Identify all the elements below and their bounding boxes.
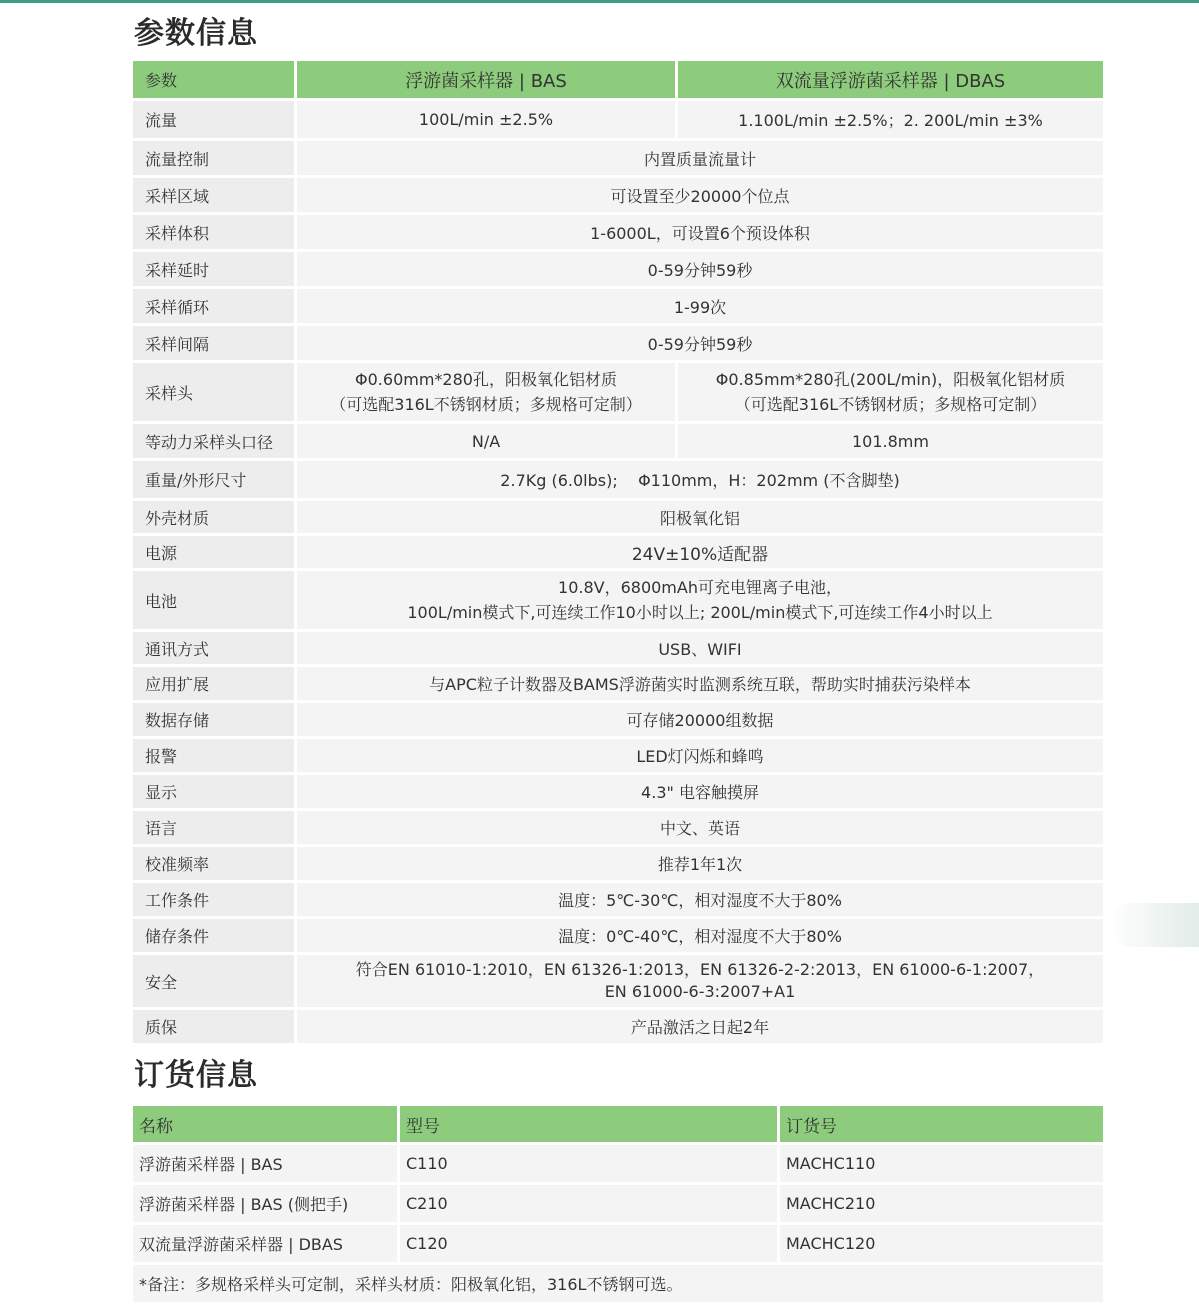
- spec-value-bas: 100L/min ±2.5%: [297, 101, 675, 138]
- spec-row-extension: [133, 667, 1103, 700]
- spec-table: [130, 58, 1106, 1046]
- spec-value: 可存储20000组数据: [297, 703, 1103, 736]
- spec-value: 4.3" 电容触摸屏: [297, 775, 1103, 808]
- spec-value: USB、WIFI: [297, 632, 1103, 664]
- spec-row-safety: [133, 955, 1103, 1007]
- spec-header-dbas: 双流量浮游菌采样器 | DBAS: [678, 61, 1103, 98]
- spec-value: 2.7Kg (6.0lbs); Φ110mm，H：202mm (不含脚垫): [297, 461, 1103, 498]
- spec-value: [297, 955, 1103, 1007]
- order-number: MACHC120: [780, 1225, 1103, 1262]
- spec-value: 温度：5℃-30℃，相对湿度不大于80%: [297, 883, 1103, 916]
- spec-label: 等动力采样头口径: [133, 424, 294, 458]
- spec-label: 采样头: [133, 363, 294, 421]
- spec-label: 电池: [133, 571, 294, 629]
- spec-row-flow-control: [133, 141, 1103, 175]
- order-header-row: [133, 1106, 1103, 1142]
- spec-row-housing: [133, 501, 1103, 533]
- spec-label: 通讯方式: [133, 632, 294, 664]
- spec-value: LED灯闪烁和蜂鸣: [297, 739, 1103, 772]
- spec-value: 阳极氧化铝: [297, 501, 1103, 533]
- spec-label: 显示: [133, 775, 294, 808]
- spec-value: 0-59分钟59秒: [297, 326, 1103, 360]
- spec-label: 重量/外形尺寸: [133, 461, 294, 498]
- spec-line: （可选配316L不锈钢材质；多规格可定制）: [734, 395, 1047, 414]
- spec-label: 报警: [133, 739, 294, 772]
- spec-row-sampling-delay: [133, 252, 1103, 286]
- spec-label: 流量: [133, 101, 294, 138]
- spec-row-display: [133, 775, 1103, 808]
- order-model: C210: [400, 1185, 777, 1222]
- top-accent-rule: [0, 0, 1199, 3]
- spec-value: 1-6000L，可设置6个预设体积: [297, 215, 1103, 249]
- order-name: 浮游菌采样器 | BAS (侧把手): [133, 1185, 397, 1222]
- spec-row-warranty: [133, 1010, 1103, 1043]
- spec-value: 可设置至少20000个位点: [297, 178, 1103, 212]
- spec-value: 1-99次: [297, 289, 1103, 323]
- spec-row-sampling-head: [133, 363, 1103, 421]
- section-title-order: 订货信息: [134, 1058, 258, 1093]
- spec-line: Φ0.85mm*280孔(200L/min)，阳极氧化铝材质: [715, 370, 1066, 389]
- spec-value-dbas: 101.8mm: [678, 424, 1103, 458]
- order-header-model: 型号: [400, 1106, 777, 1142]
- spec-value-dbas: [678, 363, 1103, 421]
- spec-row-sampling-area: [133, 178, 1103, 212]
- spec-label: 采样循环: [133, 289, 294, 323]
- spec-label: 采样延时: [133, 252, 294, 286]
- spec-line: EN 61000-6-3:2007+A1: [604, 982, 796, 1001]
- order-number: MACHC110: [780, 1145, 1103, 1182]
- spec-row-storage: [133, 703, 1103, 736]
- spec-label: 采样区域: [133, 178, 294, 212]
- spec-value: 内置质量流量计: [297, 141, 1103, 175]
- spec-label: 校准频率: [133, 847, 294, 880]
- spec-label: 采样体积: [133, 215, 294, 249]
- spec-row-flow: [133, 101, 1103, 138]
- spec-label: 工作条件: [133, 883, 294, 916]
- spec-label: 储存条件: [133, 919, 294, 952]
- section-title-params: 参数信息: [134, 16, 258, 51]
- order-name: 双流量浮游菌采样器 | DBAS: [133, 1225, 397, 1262]
- order-row: [133, 1145, 1103, 1182]
- spec-label: 应用扩展: [133, 667, 294, 700]
- order-name: 浮游菌采样器 | BAS: [133, 1145, 397, 1182]
- spec-row-calibration: [133, 847, 1103, 880]
- spec-label: 外壳材质: [133, 501, 294, 533]
- spec-value: 产品激活之日起2年: [297, 1010, 1103, 1043]
- order-header-order-no: 订货号: [780, 1106, 1103, 1142]
- order-table: [130, 1103, 1106, 1305]
- spec-value: 推荐1年1次: [297, 847, 1103, 880]
- spec-line: 符合EN 61010-1:2010，EN 61326-1:2013，EN 61326-2-2:2013，EN 61000-6-1:2007，: [355, 960, 1045, 979]
- spec-row-battery: [133, 571, 1103, 629]
- spec-row-power: [133, 536, 1103, 568]
- spec-label: 采样间隔: [133, 326, 294, 360]
- order-number: MACHC210: [780, 1185, 1103, 1222]
- spec-row-weight-size: [133, 461, 1103, 498]
- spec-row-sampling-interval: [133, 326, 1103, 360]
- spec-header-param: 参数: [133, 61, 294, 98]
- spec-line: 10.8V，6800mAh可充电锂离子电池，: [558, 578, 842, 597]
- spec-value-bas: [297, 363, 675, 421]
- spec-line: Φ0.60mm*280孔，阳极氧化铝材质: [355, 370, 617, 389]
- spec-label: 安全: [133, 955, 294, 1007]
- order-model: C110: [400, 1145, 777, 1182]
- order-header-name: 名称: [133, 1106, 397, 1142]
- spec-label: 流量控制: [133, 141, 294, 175]
- spec-line: 100L/min模式下,可连续工作10小时以上; 200L/min模式下,可连续工作4小时以上: [407, 603, 993, 622]
- spec-header-row: [133, 61, 1103, 98]
- spec-label: 质保: [133, 1010, 294, 1043]
- spec-value-dbas: 1.100L/min ±2.5%；2. 200L/min ±3%: [678, 101, 1103, 138]
- spec-row-sampling-volume: [133, 215, 1103, 249]
- spec-label: 数据存储: [133, 703, 294, 736]
- spec-value: 温度：0℃-40℃，相对湿度不大于80%: [297, 919, 1103, 952]
- order-model: C120: [400, 1225, 777, 1262]
- spec-value: 中文、英语: [297, 811, 1103, 844]
- decorative-swoosh: [1109, 903, 1199, 947]
- spec-value: 0-59分钟59秒: [297, 252, 1103, 286]
- order-note-row: [133, 1265, 1103, 1302]
- spec-row-isokinetic-head: [133, 424, 1103, 458]
- spec-row-alarm: [133, 739, 1103, 772]
- spec-header-bas: 浮游菌采样器 | BAS: [297, 61, 675, 98]
- spec-label: 语言: [133, 811, 294, 844]
- spec-value: [297, 571, 1103, 629]
- spec-value: 24V±10%适配器: [297, 536, 1103, 568]
- spec-row-comm: [133, 632, 1103, 664]
- spec-value: 与APC粒子计数器及BAMS浮游菌实时监测系统互联，帮助实时捕获污染样本: [297, 667, 1103, 700]
- spec-value-bas: N/A: [297, 424, 675, 458]
- order-row: [133, 1185, 1103, 1222]
- spec-row-storage-conditions: [133, 919, 1103, 952]
- spec-row-language: [133, 811, 1103, 844]
- order-row: [133, 1225, 1103, 1262]
- spec-row-sampling-cycle: [133, 289, 1103, 323]
- spec-line: （可选配316L不锈钢材质；多规格可定制）: [330, 395, 642, 414]
- order-note: *备注：多规格采样头可定制，采样头材质：阳极氧化铝，316L不锈钢可选。: [133, 1265, 1103, 1302]
- spec-row-operating-conditions: [133, 883, 1103, 916]
- spec-label: 电源: [133, 536, 294, 568]
